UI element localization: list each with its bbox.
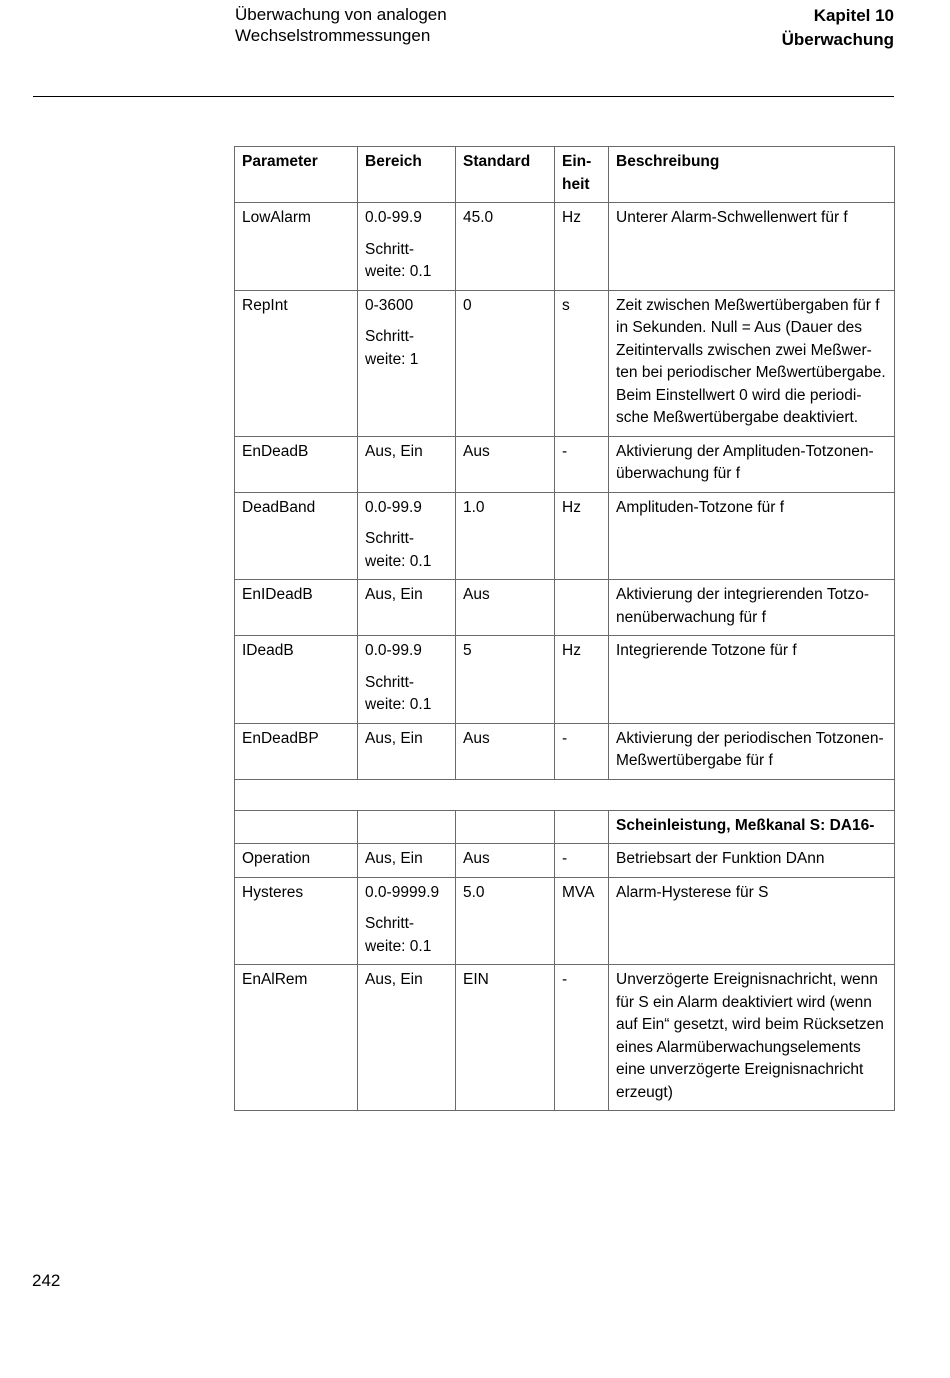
step-size-value: weite: 0.1 xyxy=(365,937,432,955)
range-gap xyxy=(365,230,448,239)
step-size-label: Schritt- xyxy=(365,530,415,547)
range-cell xyxy=(358,290,456,436)
range-gap xyxy=(365,519,448,528)
header-right xyxy=(782,4,894,52)
table-header-row xyxy=(235,147,895,203)
parameter-cell: DeadBand xyxy=(235,492,358,580)
unit-cell: MVA xyxy=(555,877,609,965)
table-row xyxy=(235,580,895,636)
table-row xyxy=(235,844,895,878)
range-gap xyxy=(365,904,448,913)
table-row xyxy=(235,492,895,580)
parameter-cell: Hysteres xyxy=(235,877,358,965)
range-value: Aus, Ein xyxy=(365,586,423,603)
parameter-cell: LowAlarm xyxy=(235,203,358,291)
default-cell: EIN xyxy=(456,965,555,1111)
description-cell xyxy=(609,290,895,436)
description-cell xyxy=(609,636,895,724)
column-header-beschreibung: Beschreibung xyxy=(609,147,895,203)
description-line: sche Meßwertübergabe deaktiviert. xyxy=(616,409,859,426)
table-row xyxy=(235,290,895,436)
parameter-cell: EnDeadB xyxy=(235,436,358,492)
table-row xyxy=(235,965,895,1111)
description-line: Amplituden-Totzone für f xyxy=(616,498,785,516)
description-line: erzeugt) xyxy=(616,1083,673,1101)
unit-cell: Hz xyxy=(555,203,609,291)
description-line: Meßwertübergabe für f xyxy=(616,752,773,769)
table-spacer-row xyxy=(235,779,895,810)
range-cell xyxy=(358,965,456,1111)
range-value: Aus, Ein xyxy=(365,729,423,747)
unit-cell: Hz xyxy=(555,492,609,580)
description-line: nenüberwachung für f xyxy=(616,608,766,626)
step-size-label: Schritt- xyxy=(365,915,415,932)
description-line: Integrierende Totzone für f xyxy=(616,642,797,659)
description-cell xyxy=(609,844,895,878)
unit-cell: - xyxy=(555,436,609,492)
parameter-cell: Operation xyxy=(235,844,358,878)
default-cell: Aus xyxy=(456,580,555,636)
range-value: Aus, Ein xyxy=(365,442,423,460)
description-line: Betriebsart der Funktion DAnn xyxy=(616,850,825,867)
range-value: 0.0-99.9 xyxy=(365,642,422,659)
column-header-einheit xyxy=(555,147,609,203)
table-row xyxy=(235,723,895,779)
column-header-einheit-line2: heit xyxy=(562,175,590,193)
table-row xyxy=(235,203,895,291)
step-size-value: weite: 0.1 xyxy=(365,552,432,570)
range-value: Aus, Ein xyxy=(365,850,423,867)
range-value: 0.0-99.9 xyxy=(365,209,422,226)
default-cell: 5.0 xyxy=(456,877,555,965)
default-cell: 0 xyxy=(456,290,555,436)
default-cell: 5 xyxy=(456,636,555,724)
range-value: 0.0-9999.9 xyxy=(365,883,440,901)
description-line: ten bei periodischer Meßwertübergabe. xyxy=(616,364,886,381)
description-cell xyxy=(609,436,895,492)
section-empty-cell xyxy=(358,810,456,844)
range-cell xyxy=(358,877,456,965)
parameter-table xyxy=(234,146,895,1111)
range-cell xyxy=(358,636,456,724)
range-value: 0-3600 xyxy=(365,296,414,314)
unit-cell: - xyxy=(555,965,609,1111)
step-size-label: Schritt- xyxy=(365,240,415,258)
description-cell xyxy=(609,203,895,291)
page-number: 242 xyxy=(32,1271,61,1290)
description-line: in Sekunden. Null = Aus (Dauer des xyxy=(616,319,862,336)
table-row xyxy=(235,877,895,965)
range-cell xyxy=(358,203,456,291)
table-row xyxy=(235,636,895,724)
unit-cell: - xyxy=(555,723,609,779)
header-section-line1: Überwachung von analogen xyxy=(235,5,447,24)
table-body-apparent-power xyxy=(235,844,895,1111)
description-line: eine unverzögerte Ereignisnachricht xyxy=(616,1061,864,1078)
description-cell xyxy=(609,723,895,779)
parameter-cell: EnDeadBP xyxy=(235,723,358,779)
description-line: Alarm-Hysterese für S xyxy=(616,883,769,901)
unit-cell: - xyxy=(555,844,609,878)
step-size-value: weite: 0.1 xyxy=(365,263,432,280)
parameter-cell: EnIDeadB xyxy=(235,580,358,636)
description-cell xyxy=(609,877,895,965)
unit-cell: s xyxy=(555,290,609,436)
default-cell: Aus xyxy=(456,723,555,779)
description-line: Beim Einstellwert 0 wird die periodi- xyxy=(616,386,862,404)
range-value: 0.0-99.9 xyxy=(365,498,422,516)
header-left xyxy=(235,4,447,46)
section-empty-cell xyxy=(456,810,555,844)
header-divider xyxy=(33,96,894,97)
default-cell: Aus xyxy=(456,436,555,492)
section-empty-cell xyxy=(555,810,609,844)
range-gap xyxy=(365,663,448,672)
range-value: Aus, Ein xyxy=(365,971,423,988)
default-cell: 1.0 xyxy=(456,492,555,580)
section-title: Scheinleistung, Meßkanal S: DA16- xyxy=(609,810,895,844)
header-section-line2: Wechselstrommessungen xyxy=(235,26,431,45)
parameter-cell: IDeadB xyxy=(235,636,358,724)
column-header-parameter: Parameter xyxy=(235,147,358,203)
description-line: eines Alarmüberwachungselements xyxy=(616,1038,861,1056)
range-cell xyxy=(358,492,456,580)
description-line: Aktivierung der periodischen Totzonen- xyxy=(616,729,884,747)
parameter-cell: RepInt xyxy=(235,290,358,436)
step-size-label: Schritt- xyxy=(365,673,415,691)
header-chapter-title: Überwachung xyxy=(781,30,894,49)
unit-cell xyxy=(555,580,609,636)
description-cell xyxy=(609,492,895,580)
range-cell xyxy=(358,723,456,779)
default-cell: 45.0 xyxy=(456,203,555,291)
description-cell xyxy=(609,965,895,1111)
header-chapter: Kapitel 10 xyxy=(813,6,894,25)
column-header-bereich: Bereich xyxy=(358,147,456,203)
description-cell xyxy=(609,580,895,636)
description-line: überwachung für f xyxy=(616,465,741,482)
step-size-value: weite: 1 xyxy=(365,350,419,368)
table-body-section xyxy=(235,779,895,844)
default-cell: Aus xyxy=(456,844,555,878)
section-empty-cell xyxy=(235,810,358,844)
description-line: Zeit zwischen Meßwertübergaben für f xyxy=(616,296,880,314)
range-gap xyxy=(365,317,448,326)
description-line: auf Ein“ gesetzt, wird beim Rücksetzen xyxy=(616,1016,884,1033)
table-body-frequency xyxy=(235,203,895,780)
step-size-value: weite: 0.1 xyxy=(365,696,432,713)
column-header-standard: Standard xyxy=(456,147,555,203)
spacer-cell xyxy=(235,779,895,810)
range-cell xyxy=(358,844,456,878)
range-cell xyxy=(358,580,456,636)
parameter-cell: EnAlRem xyxy=(235,965,358,1111)
step-size-label: Schritt- xyxy=(365,328,415,345)
description-line: Zeitintervalls zwischen zwei Meßwer- xyxy=(616,341,872,359)
description-line: Unverzögerte Ereignisnachricht, wenn xyxy=(616,971,878,988)
description-line: für S ein Alarm deaktiviert wird (wenn xyxy=(616,993,872,1011)
column-header-einheit-line1: Ein- xyxy=(562,153,592,170)
unit-cell: Hz xyxy=(555,636,609,724)
table-row xyxy=(235,436,895,492)
range-cell xyxy=(358,436,456,492)
section-title-row xyxy=(235,810,895,844)
description-line: Unterer Alarm-Schwellenwert für f xyxy=(616,209,848,226)
description-line: Aktivierung der Amplituden-Totzonen- xyxy=(616,442,874,460)
description-line: Aktivierung der integrierenden Totzo- xyxy=(616,586,870,603)
